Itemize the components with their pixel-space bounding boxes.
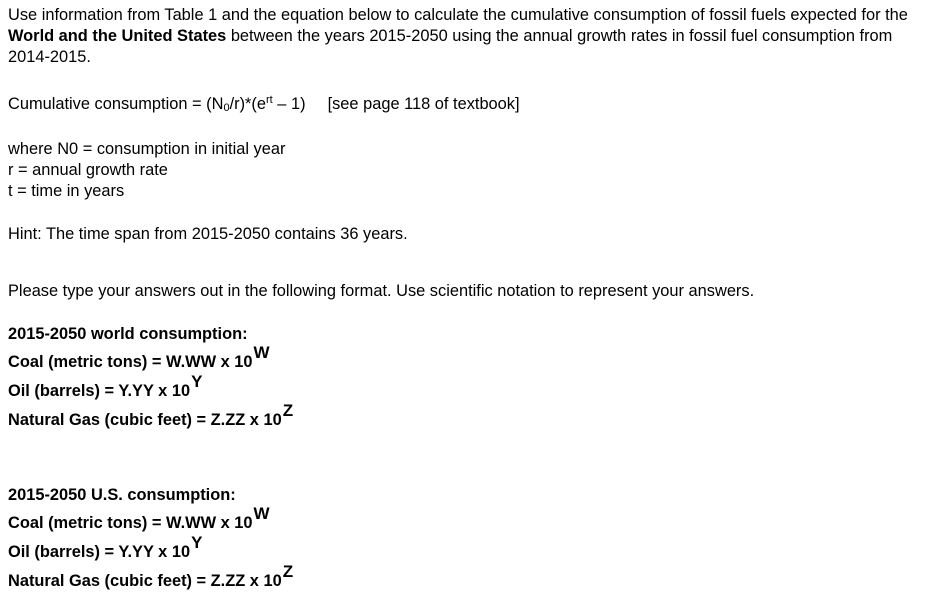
format-instructions: Please type your answers out in the following format. Use scientific notation to represent your answers. [8, 282, 755, 300]
world-oil-row [8, 372, 293, 406]
world-heading: 2015-2050 world consumption: [8, 325, 248, 343]
textbook-reference: [see page 118 of textbook] [327, 95, 520, 113]
assignment-page [8, 5, 938, 590]
us-oil-row [8, 533, 293, 567]
world-coal-exponent: W [253, 343, 270, 362]
intro-paragraph [8, 5, 938, 68]
formula-suffix: – 1) [272, 95, 306, 113]
world-gas-label: Natural Gas (cubic feet) = Z.ZZ x 10 [8, 411, 282, 429]
formula-prefix: Cumulative consumption = (N [8, 95, 224, 113]
formula-subscript: 0 [223, 102, 230, 114]
definition-n0: where N0 = consumption in initial year [8, 140, 286, 158]
us-oil-exponent: Y [191, 533, 203, 552]
intro-bold-text: World and the United States [8, 27, 227, 45]
us-heading: 2015-2050 U.S. consumption: [8, 486, 236, 504]
definition-t: t = time in years [8, 182, 125, 200]
consumption-formula [8, 94, 520, 115]
intro-text-start: Use information from Table 1 and the equation below to calculate the cumulative consumption of fossil fuels expected for the [8, 6, 908, 24]
formula-superscript: rt [266, 94, 273, 106]
us-coal-row [8, 504, 293, 538]
us-gas-exponent: Z [282, 562, 294, 581]
us-gas-row [8, 562, 294, 596]
world-coal-label: Coal (metric tons) = W.WW x 10 [8, 353, 253, 371]
world-oil-label: Oil (barrels) = Y.YY x 10 [8, 382, 191, 400]
us-oil-label: Oil (barrels) = Y.YY x 10 [8, 543, 191, 561]
world-consumption-block [8, 320, 293, 435]
formula-middle: /r)*(e [229, 95, 267, 113]
world-coal-row [8, 343, 293, 377]
world-gas-exponent: Z [282, 401, 294, 420]
hint-text: Hint: The time span from 2015-2050 contains 36 years. [8, 225, 408, 243]
intro-text-end: between the years 2015-2050 using the annual growth rates in fossil fuel consumption from 2014-2015. [8, 27, 893, 66]
us-consumption-block [8, 481, 293, 596]
definition-r: r = annual growth rate [8, 161, 168, 179]
variable-definitions [8, 139, 285, 202]
world-oil-exponent: Y [191, 372, 203, 391]
us-coal-exponent: W [253, 504, 270, 523]
us-gas-label: Natural Gas (cubic feet) = Z.ZZ x 10 [8, 572, 282, 590]
us-coal-label: Coal (metric tons) = W.WW x 10 [8, 514, 253, 532]
world-gas-row [8, 401, 294, 435]
